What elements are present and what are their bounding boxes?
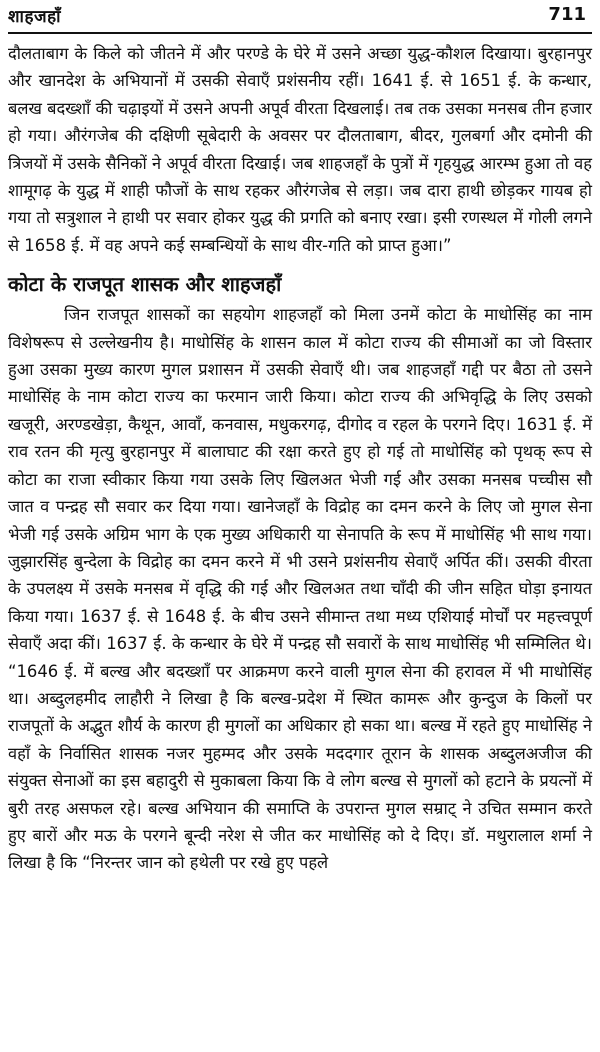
section-heading: कोटा के राजपूत शासक और शाहजहाँ [8, 272, 282, 297]
running-head: शाहजहाँ [8, 7, 62, 27]
page-header [8, 4, 592, 40]
spacer [8, 259, 592, 265]
paragraph-2: जिन राजपूत शासकों का सहयोग शाहजहाँ को मिला उनमें कोटा के माधोसिंह का नाम विशेषरूप से उल्लेखनीय है। माधोसिंह के शासन काल में कोटा राज्य की सीमाओं का जो विस्तार हुआ उसका मुख्य कारण मुगल प्रशासन में उसकी सेवाएँ थी। जब शाहजहाँ गद्दी पर बैठा तो उसने माधोसिंह के नाम कोटा राज्य का फरमान जारी किया। कोटा राज्य की अभिवृद्धि के लिए उसको खजूरी, अरण्डखेड़ा, कैथून, आवाँ, कनवास, मधुकरगढ़, दीगोद व रहल के परगने दिए। 1631 ई. में राव रतन की मृत्यु बुरहानपुर में बालाघाट की रक्षा करते हुए हो गई तो माधोसिंह को पृथक् रूप से कोटा का राजा स्वीकार किया गया उसके लिए खिलअत भेजी गई और उसका मनसब पच्चीस सौ जात व पन्द्रह सौ सवार कर दिया गया। खानेजहाँ के विद्रोह का दमन करने के लिए जो मुगल सेना भेजी गई उसके अग्रिम भाग के एक मुख्य अधिकारी या सेनापति के रूप में माधोसिंह भी साथ गया। जुझारसिंह बुन्देला के विद्रोह का दमन करने में भी उसने प्रशंसनीय सेवाएँ अर्पित कीं। उसकी वीरता के उपलक्ष्य में उसके मनसब में वृद्धि की गई और खिलअत तथा चाँदी की जीन सहित घोड़ा इनायत किया गया। 1637 ई. से 1648 ई. के बीच उसने सीमान्त तथा मध्य एशियाई मोर्चों पर महत्त्वपूर्ण सेवाएँ अदा कीं। 1637 ई. के कन्धार के घेरे में पन्द्रह सौ सवारों के साथ माधोसिंह भी सम्मिलित थे। “1646 ई. में बल्ख और बदख्शाँ पर आक्रमण करने वाली मुगल सेना की हरावल में भी माधोसिंह था। अब्दुलहमीद लाहौरी ने लिखा है कि बल्ख-प्रदेश में स्थित कामरू और कुन्दुज के किलों पर राजपूतों के अद्भुत शौर्य के कारण ही मुगलों का अधिकार हो सका था। बल्ख में रहते हुए माधोसिंह ने वहाँ के निर्वासित शासक नजर मुहम्मद और उसके मददगार तूरान के शासक अब्दुलअजीज की संयुक्त सेनाओं का इस बहादुरी से मुकाबला किया कि वे लोग बल्ख से मुगलों को हटाने के प्रयत्नों में बुरी तरह असफल रहे। बल्ख अभियान की समाप्ति के उपरान्त मुगल सम्राट् ने उचित सम्मान करते हुए बारों और मऊ के परगने बून्दी नरेश से जीत कर माधोसिंह को दे दिए। डॉ. मथुरालाल शर्मा ने लिखा है कि “निरन्तर जान को हथेली पर रखे हुए पहले [8, 305, 592, 873]
page-number: 711 [548, 4, 586, 25]
paragraph-1: दौलताबाग के किले को जीतने में और परण्डे के घेरे में उसने अच्छा युद्ध-कौशल दिखाया। बुरहानपुर और खानदेश के अभियानों में उसकी सेवाएँ प्रशंसनीय रहीं। 1641 ई. से 1651 ई. के कन्धार, बलख बदख्शाँ की चढ़ाइयों में उसने अपनी अपूर्व वीरता दिखलाई। तब तक उसका मनसब तीन हजार हो गया। औरंगजेब की दक्षिणी सूबेदारी के अवसर पर दौलताबाग, बीदर, गुलबर्गा और दमोनी की त्रिजयों में उसके सैनिकों ने अपूर्व वीरता दिखाई। जब शाहजहाँ के पुत्रों में गृहयुद्ध आरम्भ हुआ तो वह शामूगढ़ के युद्ध में शाही फौजों के साथ रहकर औरंगजेब से लड़ा। जब दारा हाथी छोड़कर गायब हो गया तो सत्रुशाल ने हाथी पर सवार होकर युद्ध की प्रगति को बनाए रखा। इसी रणस्थल में गोली लगने से 1658 ई. में वह अपने कई सम्बन्धियों के साथ वीर-गति को प्राप्त हुआ।” [8, 44, 592, 255]
header-rule [8, 32, 592, 34]
